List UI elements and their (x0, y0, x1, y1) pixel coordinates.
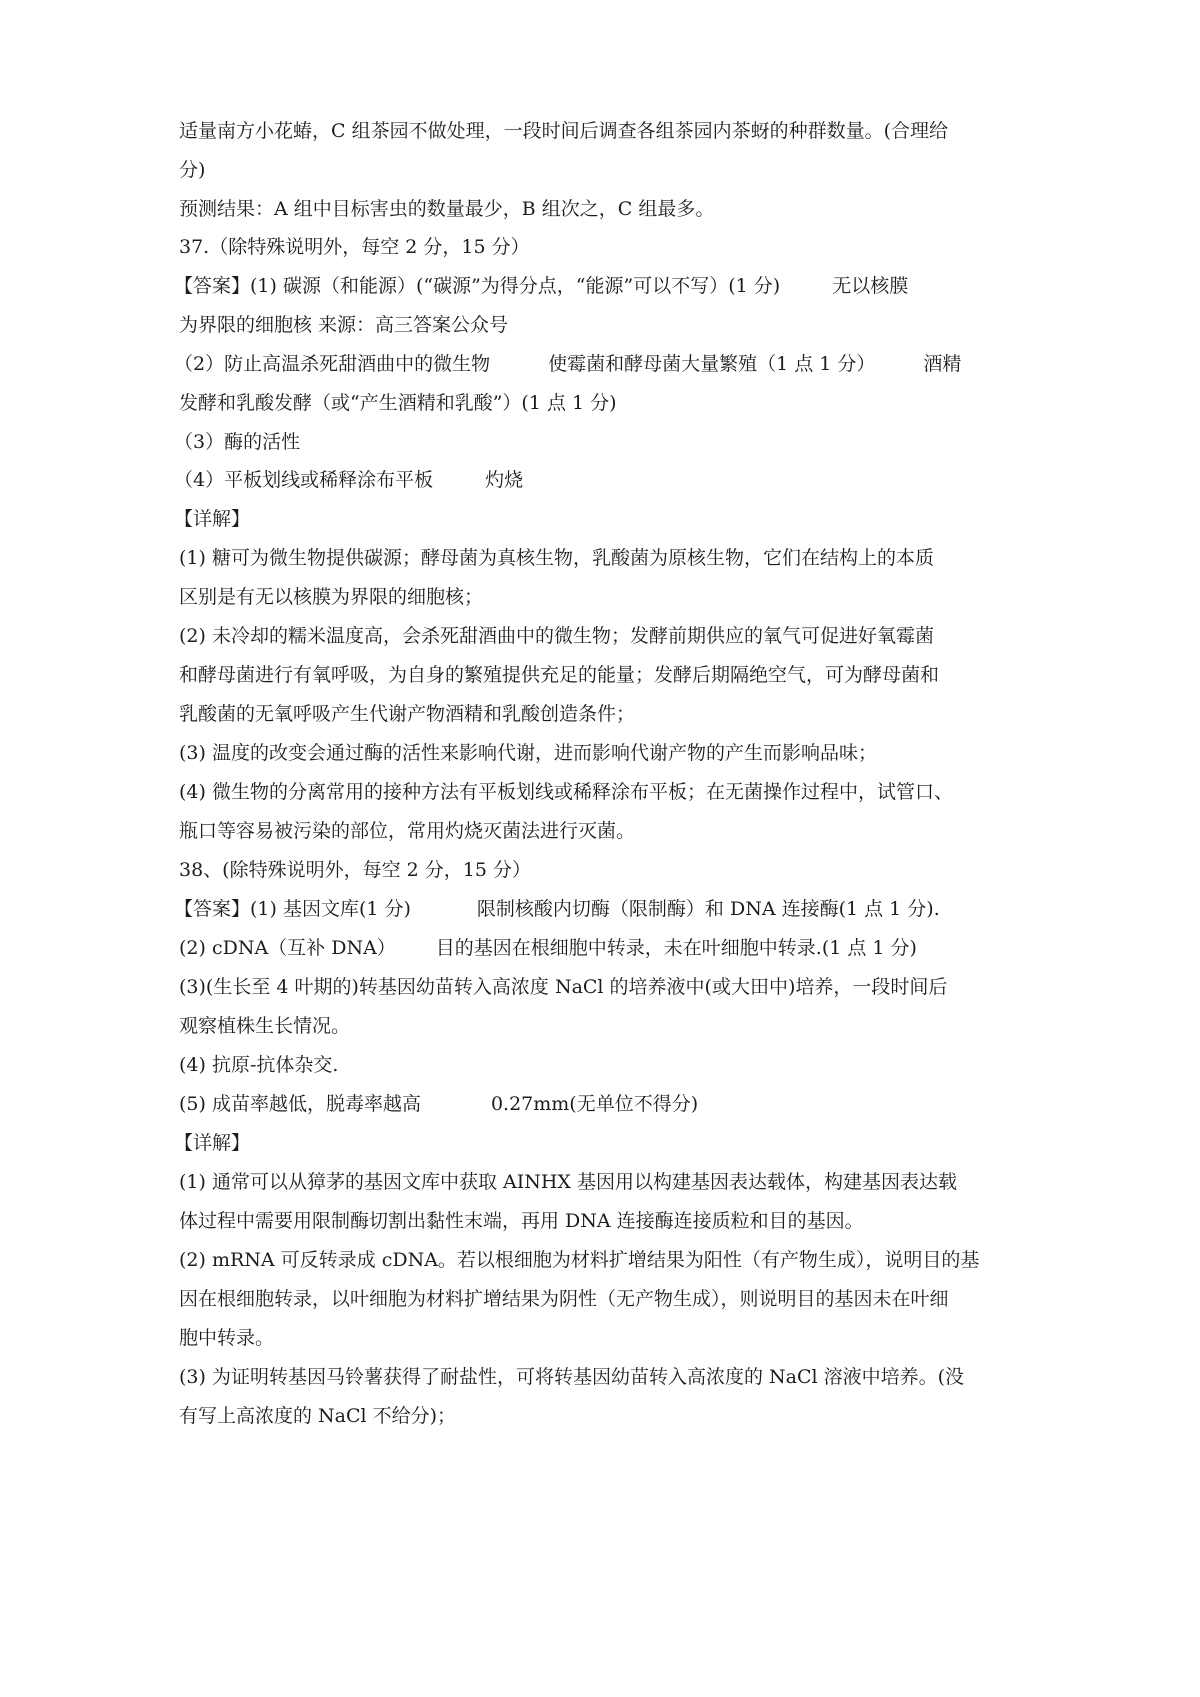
answer-line (174, 351, 961, 377)
answer-text: 无以核膜 (832, 275, 909, 297)
text-line: 区别是有无以核膜为界限的细胞核； (179, 586, 484, 608)
answer-text: 0.27mm(无单位不得分) (490, 1093, 699, 1115)
text-line: (2) mRNA 可反转录成 cDNA。若以根细胞为材料扩增结果为阳性（有产物生成），说明目的基 (179, 1249, 980, 1271)
answer-text: 目的基因在根细胞中转录，未在叶细胞中转录.(1 点 1 分) (435, 937, 917, 959)
text-line: (2) 未冷却的糯米温度高，会杀死甜酒曲中的微生物；发酵前期供应的氧气可促进好氧霉菌 (179, 625, 934, 647)
text-line: （3）酶的活性 (174, 431, 301, 453)
text-line: 为界限的细胞核 来源：高三答案公众号 (179, 314, 509, 336)
text-line: 有写上高浓度的 NaCl 不给分)； (179, 1405, 457, 1427)
text-line: 和酵母菌进行有氧呼吸，为自身的繁殖提供充足的能量；发酵后期隔绝空气，可为酵母菌和 (179, 664, 940, 686)
answer-text: （2）防止高温杀死甜酒曲中的微生物 (174, 353, 491, 375)
text-line: 观察植株生长情况。 (179, 1015, 351, 1037)
section-heading: 【详解】 (174, 1132, 251, 1154)
text-line: 预测结果：A 组中目标害虫的数量最少，B 组次之，C 组最多。 (179, 198, 715, 220)
answer-text: 灼烧 (485, 469, 524, 491)
text-line: 体过程中需要用限制酶切割出黏性末端，再用 DNA 连接酶连接质粒和目的基因。 (179, 1210, 864, 1232)
text-line: (4) 抗原-抗体杂交. (179, 1054, 339, 1076)
text-line: 分) (179, 159, 206, 181)
question-heading-37: 37.（除特殊说明外，每空 2 分，15 分） (179, 236, 530, 258)
answer-line (179, 935, 917, 961)
answer-text: 【答案】(1) 基因文库(1 分) (174, 898, 411, 920)
answer-line (174, 467, 523, 493)
answer-text: (5) 成苗率越低，脱毒率越高 (179, 1093, 421, 1115)
answer-line (174, 273, 908, 299)
answer-text: （4）平板划线或稀释涂布平板 (174, 469, 434, 491)
text-line: (4) 微生物的分离常用的接种方法有平板划线或稀释涂布平板；在无菌操作过程中，试管口、 (179, 781, 953, 803)
text-line: 适量南方小花蝽，C 组茶园不做处理，一段时间后调查各组茶园内茶蚜的种群数量。(合理给 (179, 120, 948, 142)
text-line: (3) 为证明转基因马铃薯获得了耐盐性，可将转基因幼苗转入高浓度的 NaCl 溶液中培养。(没 (179, 1366, 965, 1388)
answer-text: 限制核酸内切酶（限制酶）和 DNA 连接酶(1 点 1 分). (476, 898, 940, 920)
text-line: 瓶口等容易被污染的部位，常用灼烧灭菌法进行灭菌。 (179, 820, 636, 842)
text-line: (1) 糖可为微生物提供碳源；酵母菌为真核生物，乳酸菌为原核生物，它们在结构上的本质 (179, 547, 934, 569)
text-line: (3)(生长至 4 叶期的)转基因幼苗转入高浓度 NaCl 的培养液中(或大田中)培养，一段时间后 (179, 976, 948, 998)
text-line: 胞中转录。 (179, 1327, 275, 1349)
answer-text: (2) cDNA（互补 DNA） (179, 937, 396, 959)
answer-line (174, 896, 940, 922)
answer-line (179, 1091, 698, 1117)
answer-text: 【答案】(1) 碳源（和能源）(“碳源”为得分点，“能源”可以不写）(1 分) (174, 275, 781, 297)
text-line: (1) 通常可以从獐茅的基因文库中获取 AINHX 基因用以构建基因表达载体，构建基因表达载 (179, 1171, 957, 1193)
text-line: 乳酸菌的无氧呼吸产生代谢产物酒精和乳酸创造条件； (179, 703, 636, 725)
question-heading-38: 38、(除特殊说明外，每空 2 分，15 分） (179, 859, 531, 881)
answer-text: 酒精 (923, 353, 962, 375)
text-line: 发酵和乳酸发酵（或“产生酒精和乳酸”）(1 点 1 分) (179, 392, 617, 414)
section-heading: 【详解】 (174, 508, 251, 530)
answer-text: 使霉菌和酵母菌大量繁殖（1 点 1 分） (548, 353, 876, 375)
text-line: (3) 温度的改变会通过酶的活性来影响代谢，进而影响代谢产物的产生而影响品味； (179, 742, 877, 764)
text-line: 因在根细胞转录，以叶细胞为材料扩增结果为阴性（无产物生成），则说明目的基因未在叶细 (179, 1288, 949, 1310)
